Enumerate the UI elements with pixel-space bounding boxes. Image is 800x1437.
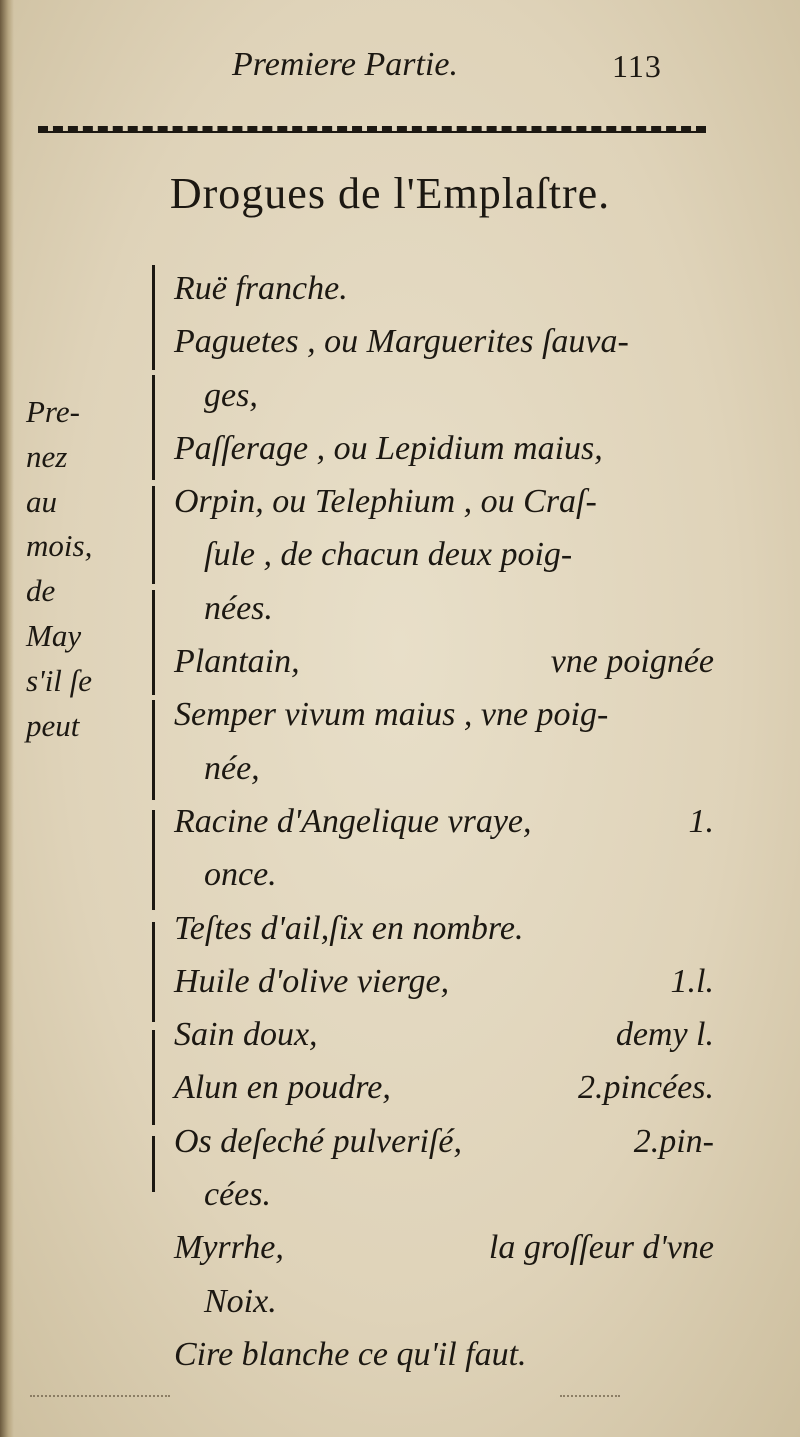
bracket-line — [152, 486, 155, 584]
ingredient-line — [174, 315, 714, 368]
ingredient-quantity: la groſſeur d'vne — [488, 1229, 714, 1267]
ingredient-quantity: 2.pin- — [633, 1122, 714, 1160]
margin-note-line: nez — [26, 438, 68, 474]
ingredient-text: Paſſerage , ou Lepidium maius, — [174, 429, 603, 467]
header-rule — [38, 126, 706, 133]
page-smudge — [560, 1395, 620, 1407]
bracket-line — [152, 700, 155, 800]
ingredient-text: Plantain, — [174, 643, 300, 681]
margin-note-line: Pre- — [26, 394, 80, 429]
ingredient-quantity: vne poignée — [550, 643, 714, 681]
ingredient-quantity: 1.l. — [670, 962, 714, 1000]
ingredient-line — [174, 902, 714, 955]
ingredient-text: née, — [204, 749, 260, 787]
bracket-line — [152, 1136, 155, 1192]
ingredient-text: Os deſeché pulveriſé, — [174, 1122, 462, 1160]
ingredient-line — [174, 795, 714, 848]
ingredient-line — [174, 848, 714, 901]
bracket-line — [152, 922, 155, 1022]
ingredient-text: Paguetes , ou Marguerites ſauva- — [174, 323, 629, 361]
margin-note-line: mois, — [26, 528, 93, 564]
ingredient-text: Noix. — [204, 1282, 277, 1320]
ingredient-text: once. — [204, 856, 277, 894]
ingredient-line — [174, 688, 714, 741]
margin-note-line: s'il ſe — [26, 662, 93, 698]
margin-note-line: peut — [26, 707, 80, 743]
ingredient-text: Ruë franche. — [174, 270, 348, 307]
ingredient-quantity: 2.pincées. — [578, 1069, 714, 1107]
margin-note-line: de — [26, 573, 56, 609]
bracket-line — [152, 375, 155, 480]
ingredient-text: ſule , de chacun deux poig- — [204, 536, 573, 574]
ingredient-text: Teſtes d'ail,ſix en nombre. — [174, 909, 524, 947]
margin-note — [26, 390, 136, 748]
ingredient-text: Sain doux, — [174, 1016, 318, 1054]
margin-note-line: May — [26, 617, 82, 653]
ingredient-text: Racine d'Angelique vraye, — [174, 802, 532, 840]
ingredient-line — [174, 1061, 714, 1114]
ingredient-line — [174, 635, 714, 688]
page-header — [0, 46, 800, 90]
running-head: Premiere Partie. — [232, 46, 458, 83]
bracket-line — [152, 810, 155, 910]
ingredient-list — [174, 262, 714, 1381]
ingredient-line — [174, 1221, 714, 1274]
section-title: Drogues de l'Emplaſtre. — [169, 169, 611, 218]
page-smudge — [30, 1395, 170, 1407]
ingredient-text: cées. — [204, 1176, 272, 1214]
ingredient-line — [174, 528, 714, 581]
ingredient-text: Cire blanche ce qu'il faut. — [174, 1335, 527, 1373]
bracket-line — [152, 1030, 155, 1125]
ingredient-line — [174, 1168, 714, 1221]
bracket-line — [152, 265, 155, 370]
ingredient-text: Orpin, ou Telephium , ou Craſ- — [174, 483, 597, 521]
ingredient-line — [174, 955, 714, 1008]
ingredient-line — [174, 262, 714, 315]
ingredient-text: nées. — [204, 589, 273, 627]
ingredient-line — [174, 1008, 714, 1061]
ingredient-line — [174, 1115, 714, 1168]
ingredient-quantity: 1. — [688, 802, 714, 840]
ingredient-line — [174, 742, 714, 795]
bracket-line — [152, 590, 155, 695]
margin-note-line: au — [26, 483, 57, 519]
ingredient-line — [174, 475, 714, 528]
ingredient-text: Semper vivum maius , vne poig- — [174, 696, 609, 734]
ingredient-text: Myrrhe, — [174, 1229, 284, 1267]
ingredient-quantity: demy l. — [615, 1016, 714, 1054]
page-number: 113 — [612, 48, 662, 84]
ingredient-text: Alun en poudre, — [174, 1069, 391, 1107]
ingredient-line — [174, 582, 714, 635]
ingredient-line — [174, 1275, 714, 1328]
ingredient-text: ges, — [204, 376, 258, 414]
ingredient-line — [174, 422, 714, 475]
ingredient-line — [174, 369, 714, 422]
ingredient-line — [174, 1328, 714, 1381]
ingredient-text: Huile d'olive vierge, — [174, 962, 450, 1000]
